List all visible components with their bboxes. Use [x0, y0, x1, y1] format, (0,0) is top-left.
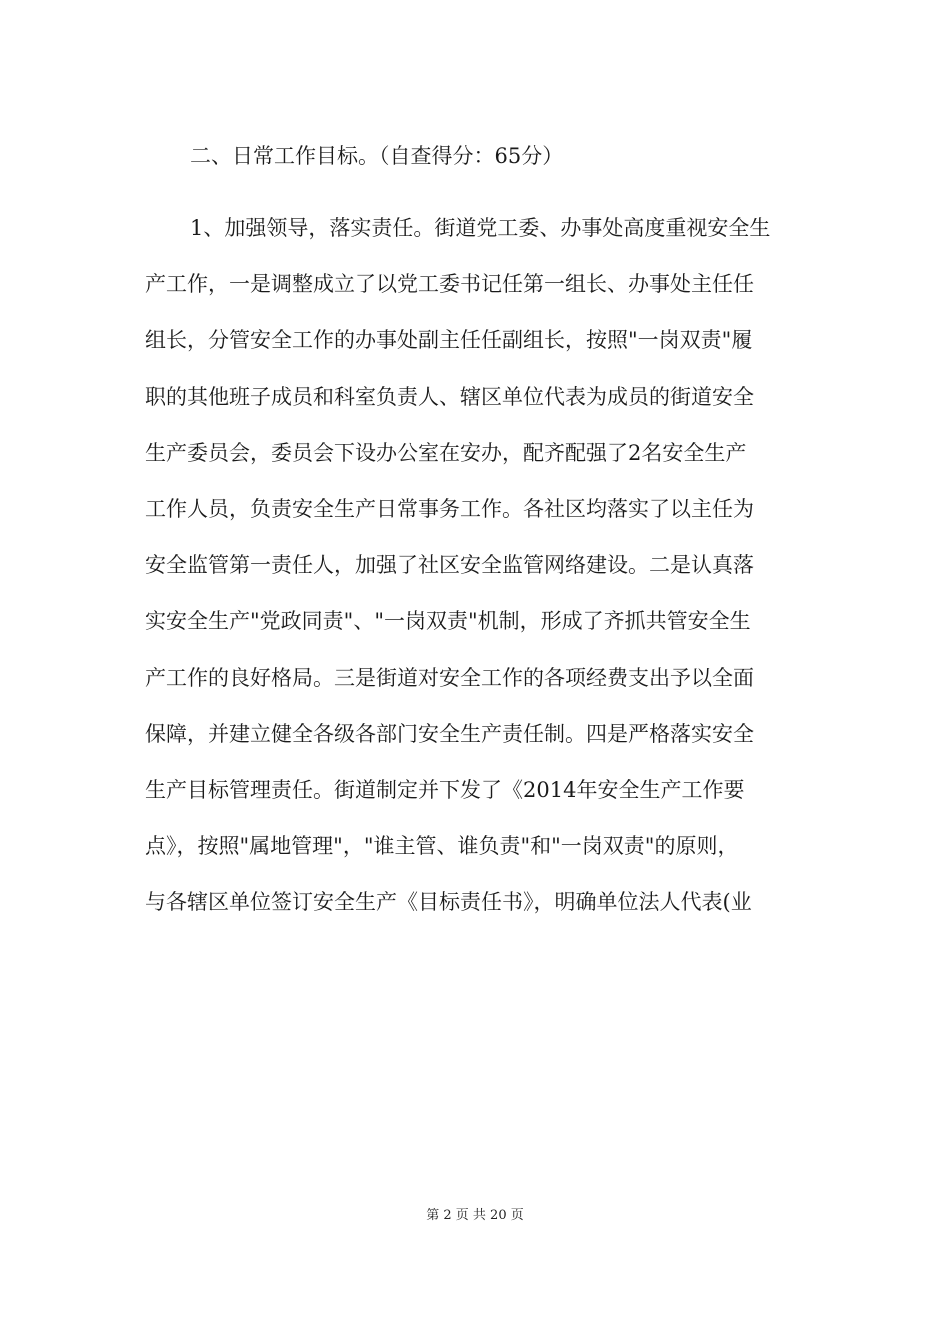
paragraph-line: 组长，分管安全工作的办事处副主任任副组长，按照"一岗双责"履 [145, 328, 753, 353]
paragraph-line: 与各辖区单位签订安全生产《目标责任书》，明确单位法人代表(业 [145, 890, 752, 915]
paragraph-line: 实安全生产"党政同责"、"一岗双责"机制，形成了齐抓共管安全生 [145, 609, 751, 634]
section-heading: 二、日常工作目标。（自查得分：65分） [190, 144, 564, 168]
paragraph-line: 生产委员会，委员会下设办公室在安办，配齐配强了2名安全生产 [145, 440, 747, 465]
paragraph-line: 职的其他班子成员和科室负责人、辖区单位代表为成员的街道安全 [145, 384, 754, 409]
paragraph-line: 工作人员，负责安全生产日常事务工作。各社区均落实了以主任为 [145, 496, 754, 521]
paragraph-line: 安全监管第一责任人，加强了社区安全监管网络建设。二是认真落 [145, 553, 754, 578]
page-number-footer: 第 2 页 共 20 页 [426, 1208, 524, 1223]
paragraph-line: 保障，并建立健全各级各部门安全生产责任制。四是严格落实安全 [145, 721, 754, 746]
paragraph-line: 产工作的良好格局。三是街道对安全工作的各项经费支出予以全面 [145, 665, 754, 690]
body-paragraph [145, 204, 809, 934]
paragraph-line: 生产目标管理责任。街道制定并下发了《2014年安全生产工作要 [145, 777, 745, 802]
paragraph-line: 点》，按照"属地管理"，"谁主管、谁负责"和"一岗双责"的原则， [145, 834, 739, 859]
paragraph-line: 1、加强领导，落实责任。街道党工委、办事处高度重视安全生 [190, 216, 771, 240]
paragraph-line: 产工作，一是调整成立了以党工委书记任第一组长、办事处主任任 [145, 272, 754, 297]
